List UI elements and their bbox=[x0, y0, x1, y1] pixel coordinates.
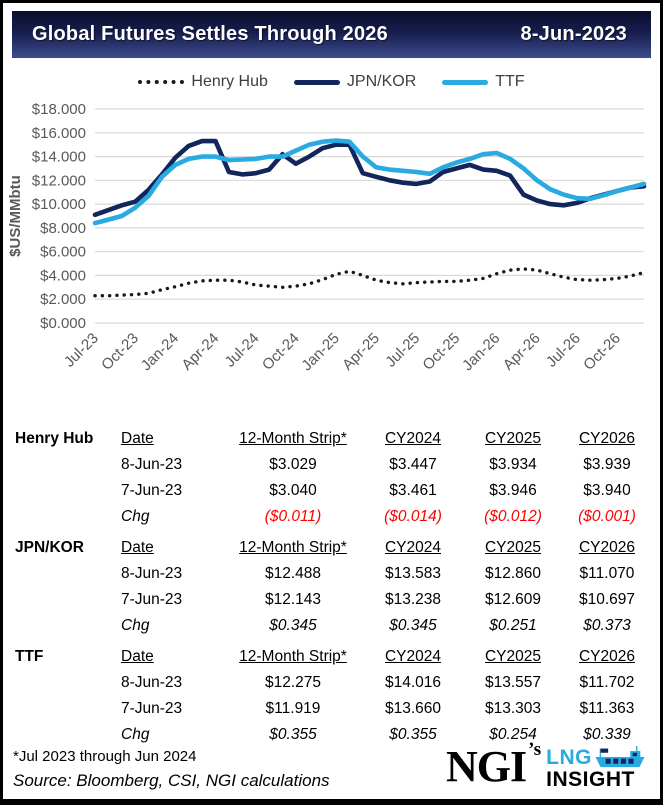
value-cell: $13.303 bbox=[484, 700, 542, 717]
legend-item-henry-hub bbox=[138, 73, 267, 91]
table-header-row bbox=[15, 644, 660, 670]
value-cell: $11.363 bbox=[579, 700, 635, 717]
value-cell: $0.251 bbox=[489, 617, 537, 634]
value-cell: $12.275 bbox=[264, 674, 322, 691]
y-tick-label: $10.000 bbox=[31, 196, 86, 214]
value-cell: $3.461 bbox=[389, 482, 437, 499]
value-cell: ($0.014) bbox=[384, 508, 442, 525]
table-section-jpn-kor bbox=[15, 535, 660, 639]
ngi-lng-insight-logo bbox=[446, 741, 650, 793]
date-cell: 8-Jun-23 bbox=[121, 456, 183, 473]
table-section-ttf bbox=[15, 644, 660, 748]
logo-ngi-text: NGI bbox=[446, 742, 527, 791]
column-header-12-month-strip-: 12-Month Strip* bbox=[239, 539, 347, 556]
table-row-7-jun-23 bbox=[15, 696, 660, 722]
value-cell: $0.345 bbox=[269, 617, 317, 634]
value-cell: ($0.011) bbox=[264, 508, 322, 525]
report-date: 8-Jun-2023 bbox=[520, 23, 627, 45]
y-tick-label: $6.000 bbox=[40, 243, 86, 261]
x-tick-label: Oct-24 bbox=[258, 329, 303, 374]
value-cell: $11.070 bbox=[579, 565, 635, 582]
value-cell: $0.254 bbox=[489, 726, 537, 743]
date-cell: 8-Jun-23 bbox=[121, 565, 183, 582]
value-cell: $3.939 bbox=[583, 456, 631, 473]
y-axis-title: $US/MMbtu bbox=[7, 175, 24, 257]
x-tick-label: Apr-25 bbox=[339, 329, 384, 374]
value-cell: $13.660 bbox=[384, 700, 442, 717]
solid-line-swatch-icon bbox=[442, 80, 488, 85]
column-header-cy2026: CY2026 bbox=[578, 539, 635, 556]
table-row-8-jun-23 bbox=[15, 452, 660, 478]
date-cell: 7-Jun-23 bbox=[121, 700, 183, 717]
y-tick-label: $14.000 bbox=[31, 148, 86, 166]
x-tick-label: Jan-24 bbox=[137, 329, 183, 375]
series-henry-hub bbox=[95, 269, 644, 296]
report-title: Global Futures Settles Through 2026 bbox=[32, 23, 388, 45]
table-row-8-jun-23 bbox=[15, 561, 660, 587]
source-attribution: Source: Bloomberg, CSI, NGI calculations bbox=[13, 771, 330, 790]
column-header-cy2024: CY2024 bbox=[384, 539, 441, 556]
value-cell: $12.143 bbox=[264, 591, 322, 608]
date-cell: Chg bbox=[121, 508, 150, 525]
solid-line-swatch-icon bbox=[294, 80, 340, 85]
value-cell: ($0.001) bbox=[578, 508, 636, 525]
x-tick-label: Jul-26 bbox=[542, 329, 584, 371]
column-header-cy2026: CY2026 bbox=[578, 648, 635, 665]
value-cell: $3.040 bbox=[269, 482, 317, 499]
table-header-row bbox=[15, 535, 660, 561]
footer-notes bbox=[13, 748, 330, 793]
x-tick-label: Apr-26 bbox=[499, 329, 544, 374]
date-cell: 7-Jun-23 bbox=[121, 591, 183, 608]
x-tick-label: Jan-25 bbox=[298, 329, 343, 375]
legend-item-ttf bbox=[442, 73, 524, 91]
column-header-cy2026: CY2026 bbox=[578, 430, 635, 447]
legend-label: JPN/KOR bbox=[346, 73, 417, 90]
value-cell: $3.940 bbox=[583, 482, 631, 499]
logo-lng-text: LNG bbox=[546, 746, 592, 769]
strip-footnote: *Jul 2023 through Jun 2024 bbox=[13, 748, 197, 765]
value-cell: $12.860 bbox=[484, 565, 542, 582]
x-tick-label: Oct-25 bbox=[419, 329, 464, 374]
x-tick-label: Oct-23 bbox=[98, 329, 143, 374]
value-cell: $11.702 bbox=[579, 674, 635, 691]
legend-label: Henry Hub bbox=[191, 73, 268, 90]
series-label: TTF bbox=[15, 648, 44, 665]
logo-possessive-text: ’s bbox=[528, 739, 542, 760]
value-cell: ($0.012) bbox=[484, 508, 542, 525]
y-tick-label: $4.000 bbox=[40, 267, 86, 285]
table-row-chg bbox=[15, 613, 660, 639]
value-cell: $11.919 bbox=[265, 700, 321, 717]
x-tick-label: Jul-23 bbox=[60, 329, 102, 371]
value-cell: $0.355 bbox=[269, 726, 317, 743]
x-tick-label: Apr-24 bbox=[178, 329, 223, 374]
chart-svg bbox=[3, 95, 660, 409]
value-cell: $13.583 bbox=[384, 565, 442, 582]
legend-label: TTF bbox=[495, 73, 525, 90]
column-header-cy2024: CY2024 bbox=[384, 430, 441, 447]
column-header-date: Date bbox=[121, 539, 154, 556]
x-tick-label: Jul-25 bbox=[382, 329, 424, 371]
value-cell: $10.697 bbox=[578, 591, 636, 608]
value-cell: $12.488 bbox=[264, 565, 322, 582]
futures-line-chart bbox=[3, 95, 660, 414]
column-header-date: Date bbox=[121, 648, 154, 665]
x-tick-label: Jul-24 bbox=[221, 329, 263, 371]
dotted-line-swatch-icon bbox=[138, 80, 184, 84]
column-header-cy2025: CY2025 bbox=[484, 648, 541, 665]
series-label: Henry Hub bbox=[15, 430, 94, 447]
column-header-cy2025: CY2025 bbox=[484, 430, 541, 447]
y-tick-label: $0.000 bbox=[40, 315, 86, 332]
table-section-henry-hub bbox=[15, 426, 660, 530]
value-cell: $3.447 bbox=[389, 456, 437, 473]
series-label: JPN/KOR bbox=[15, 539, 84, 556]
lng-tanker-ship-icon bbox=[594, 746, 646, 768]
settles-tables bbox=[3, 426, 660, 748]
value-cell: $0.345 bbox=[389, 617, 437, 634]
y-tick-label: $8.000 bbox=[40, 219, 86, 237]
table-row-7-jun-23 bbox=[15, 478, 660, 504]
date-cell: 7-Jun-23 bbox=[121, 482, 183, 499]
report-footer bbox=[3, 735, 660, 799]
x-tick-label: Oct-26 bbox=[580, 329, 625, 374]
value-cell: $14.016 bbox=[384, 674, 442, 691]
date-cell: 8-Jun-23 bbox=[121, 674, 183, 691]
value-cell: $13.238 bbox=[384, 591, 442, 608]
y-tick-label: $18.000 bbox=[31, 101, 86, 118]
chart-legend bbox=[3, 71, 660, 93]
column-header-12-month-strip-: 12-Month Strip* bbox=[239, 430, 347, 447]
value-cell: $0.339 bbox=[583, 726, 631, 743]
value-cell: $3.946 bbox=[489, 482, 537, 499]
column-header-date: Date bbox=[121, 430, 154, 447]
date-cell: Chg bbox=[121, 726, 150, 743]
value-cell: $3.029 bbox=[269, 456, 317, 473]
logo-right-block bbox=[546, 746, 646, 791]
logo-insight-text: INSIGHT bbox=[546, 768, 635, 791]
table-row-7-jun-23 bbox=[15, 587, 660, 613]
legend-item-jpn-kor bbox=[294, 73, 416, 91]
value-cell: $13.557 bbox=[484, 674, 542, 691]
column-header-cy2024: CY2024 bbox=[384, 648, 441, 665]
value-cell: $3.934 bbox=[489, 456, 537, 473]
y-tick-label: $12.000 bbox=[31, 172, 86, 190]
x-tick-label: Jan-26 bbox=[459, 329, 504, 375]
value-cell: $12.609 bbox=[484, 591, 542, 608]
y-tick-label: $2.000 bbox=[40, 291, 86, 309]
column-header-cy2025: CY2025 bbox=[484, 539, 541, 556]
table-row-chg bbox=[15, 504, 660, 530]
value-cell: $0.373 bbox=[583, 617, 631, 634]
date-cell: Chg bbox=[121, 617, 150, 634]
y-tick-label: $16.000 bbox=[31, 124, 86, 142]
table-row-8-jun-23 bbox=[15, 670, 660, 696]
value-cell: $0.355 bbox=[389, 726, 437, 743]
column-header-12-month-strip-: 12-Month Strip* bbox=[239, 648, 347, 665]
report-header bbox=[12, 11, 651, 58]
table-header-row bbox=[15, 426, 660, 452]
